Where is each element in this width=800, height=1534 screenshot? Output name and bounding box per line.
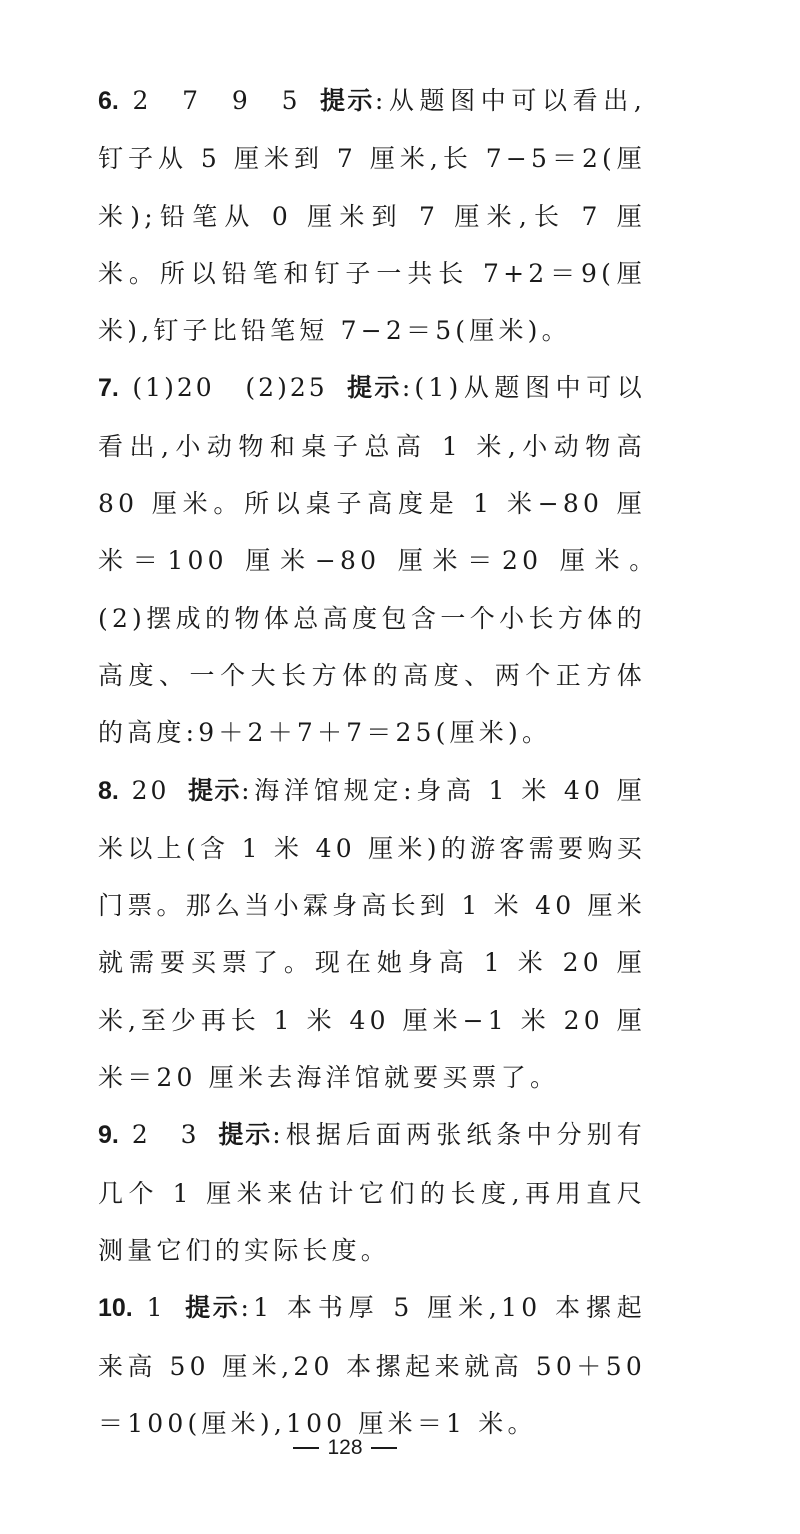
footer-dash-left: [293, 1447, 319, 1449]
answer-item-9: [98, 1106, 646, 1279]
hint-label: 提示: [187, 775, 242, 805]
question-number: 6.: [98, 87, 119, 115]
question-number: 7.: [98, 374, 119, 403]
answer-item-7: [98, 359, 676, 761]
answer-item-8: [98, 762, 646, 1107]
hint-label: 提示: [183, 1293, 241, 1323]
answer-values: 1: [146, 1293, 166, 1323]
hint-text: :1 本书厚 5 厘米,10 本摞起来高 50 厘米,20 本摞起来就高 50＋50＝100(厘米),100 厘米＝1 米。: [98, 1293, 646, 1438]
answer-values: 20: [131, 775, 170, 805]
hint-label: 提示: [318, 86, 375, 115]
hint-text: :(1)从题图中可以看出,小动物和桌子总高 1 米,小动物高 80 厘米。所以桌子高度是 1 米−80 厘米＝100 厘米−80 厘米＝20 厘米。 (2)摆成的物体总高度包含一个小长方体的高度、一个大长方体的高度、两个正方体的高度:9＋2＋7＋7＝25(厘米)。: [98, 373, 676, 748]
page-footer: [0, 1436, 690, 1460]
answer-values: (1)20 (2)25: [132, 373, 328, 403]
footer-dash-right: [371, 1447, 397, 1449]
answer-values: 2 3: [131, 1120, 200, 1150]
answer-values: 2 7 9 5: [132, 86, 301, 115]
question-number: 9.: [98, 1121, 119, 1150]
question-number: 10.: [98, 1294, 133, 1323]
answer-item-10: [98, 1279, 646, 1452]
hint-label: 提示: [345, 373, 402, 403]
answer-page: [98, 72, 676, 1452]
hint-text: :从题图中可以看出,钉子从 5 厘米到 7 厘米,长 7−5＝2(厘米);铅笔从 0 厘米到 7 厘米,长 7 厘米。所以铅笔和钉子一共长 7+2＝9(厘米),钉子比铅笔短 7−2＝5(厘米)。: [98, 86, 646, 346]
question-number: 8.: [98, 776, 119, 805]
hint-label: 提示: [217, 1120, 273, 1150]
hint-text: :根据后面两张纸条中分别有几个 1 厘米来估计它们的长度,再用直尺测量它们的实际长度。: [98, 1120, 646, 1265]
page-number: 128: [327, 1436, 363, 1459]
answer-item-6: [98, 72, 646, 359]
hint-text: :海洋馆规定:身高 1 米 40 厘米以上(含 1 米 40 厘米)的游客需要购买门票。那么当小霖身高长到 1 米 40 厘米就需要买票了。现在她身高 1 米 20 厘米,至少再长 1 米 40 厘米−1 米 20 厘米＝20 厘米去海洋馆就要买票了。: [98, 775, 646, 1093]
